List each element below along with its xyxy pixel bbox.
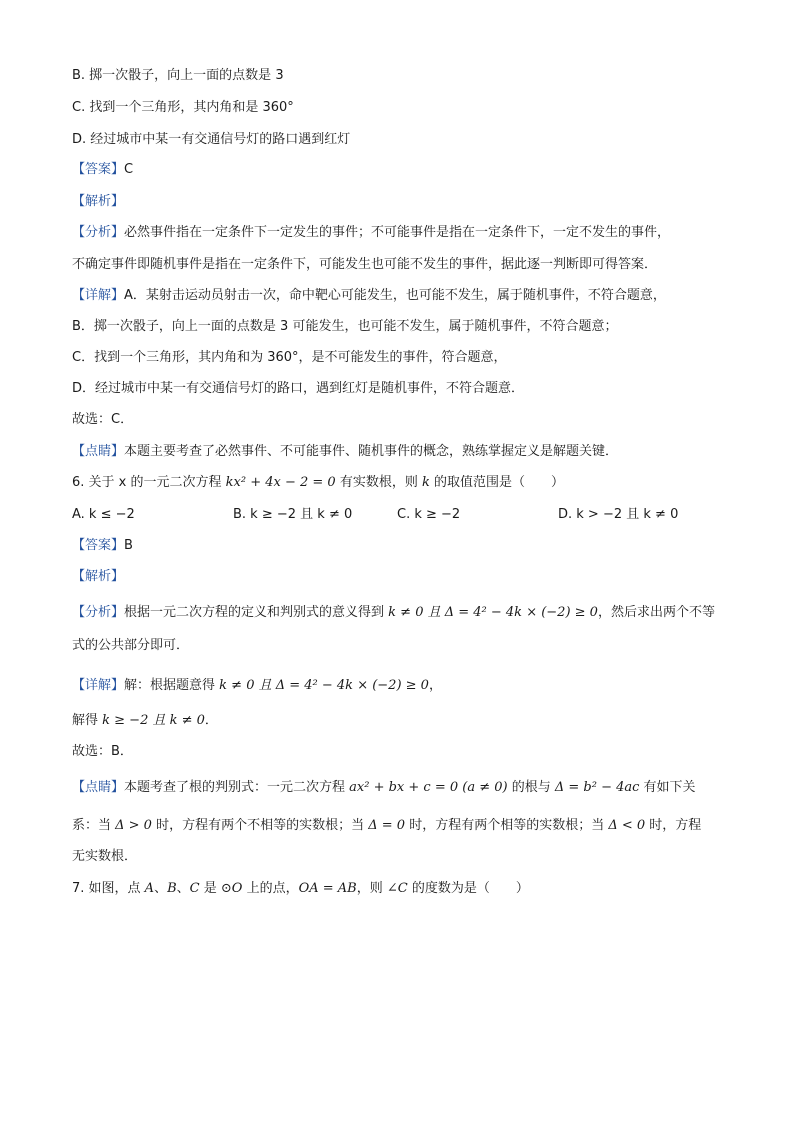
xiangjie-text-b: ， <box>428 678 442 693</box>
dianjing-tag: 【点睛】 <box>72 780 125 795</box>
q5-xiangjie-line-3: C．找到一个三角形，其内角和为 360°，是不可能发生的事件，符合题意， <box>72 350 507 365</box>
q5-xiangjie-line-4: D．经过城市中某一有交通信号灯的路口，遇到红灯是随机事件，不符合题意． <box>72 381 525 396</box>
xiangjie-math: k ≠ 0 且 Δ = 4² − 4k × (−2) ≥ 0 <box>219 678 429 693</box>
q5-option-c: C. 找到一个三角形，其内角和是 360° <box>72 100 294 115</box>
q7-angle-c: ∠C <box>386 881 408 896</box>
q6-option-b: B. k ≥ −2 且 k ≠ 0 <box>233 507 353 522</box>
q5-fenxi-line-1 <box>72 224 670 242</box>
q6-stem-text-c: 的取值范围是（ ） <box>429 475 564 490</box>
q6-choose: 故选：B． <box>72 744 133 759</box>
q6-fenxi-line-2: 式的公共部分即可． <box>72 638 190 653</box>
q7-sep-1: 、 <box>154 881 168 896</box>
q7-circle-o: ⊙O <box>220 881 243 896</box>
q7-point-b: B <box>167 881 177 896</box>
dianjing-math-1: ax² + bx + c = 0 (a ≠ 0) <box>349 780 508 795</box>
q7-point-c: C <box>189 881 200 896</box>
q6-stem <box>72 474 564 492</box>
xiangjie-text-a: 解：根据题意得 <box>124 678 220 693</box>
q6-dianjing-line-3: 无实数根． <box>72 849 138 864</box>
q6-analysis-heading <box>72 568 124 586</box>
q6-stem-text-a: 6. 关于 x 的一元二次方程 <box>72 475 226 490</box>
answer-value: C <box>124 162 134 177</box>
q6-fenxi-line-1 <box>72 604 715 622</box>
xiangjie2-math: k ≥ −2 且 k ≠ 0 <box>102 713 205 728</box>
q7-text-d: ，则 <box>356 881 387 896</box>
q6-dianjing-line-2 <box>72 817 701 835</box>
q6-answer <box>72 537 133 555</box>
q7-condition: OA = AB <box>298 881 357 896</box>
q6-equation: kx² + 4x − 2 = 0 <box>225 475 336 490</box>
xiangjie2-text-b: ． <box>204 713 218 728</box>
xiangjie-text: A．某射击运动员射击一次，命中靶心可能发生，也可能不发生，属于随机事件，不符合题意， <box>124 288 666 303</box>
fenxi-text-a: 根据一元二次方程的定义和判别式的意义得到 <box>124 605 389 620</box>
q7-sep-2: 、 <box>176 881 190 896</box>
q5-answer <box>72 161 133 179</box>
q7-text-a: 7. 如图，点 <box>72 881 145 896</box>
q5-xiangjie-line-2: B．掷一次骰子，向上一面的点数是 3 可能发生，也可能不发生，属于随机事件，不符合题意； <box>72 319 618 334</box>
xiangjie2-text-a: 解得 <box>72 713 103 728</box>
q6-option-d: D. k > −2 且 k ≠ 0 <box>558 507 679 522</box>
dianjing2-math-1: Δ > 0 <box>115 818 152 833</box>
q7-text-c: 上的点， <box>242 881 299 896</box>
fenxi-math: k ≠ 0 且 Δ = 4² − 4k × (−2) ≥ 0 <box>388 605 598 620</box>
q5-option-b: B. 掷一次骰子，向上一面的点数是 3 <box>72 68 284 83</box>
q5-xiangjie-line-1 <box>72 287 666 305</box>
dianjing-text: 本题主要考查了必然事件、不可能事件、随机事件的概念，熟练掌握定义是解题关键． <box>124 444 619 459</box>
q6-stem-text-b: 有实数根，则 <box>335 475 422 490</box>
q5-fenxi-line-2: 不确定事件即随机事件是指在一定条件下，可能发生也可能不发生的事件，据此逐一判断即可得答案． <box>72 257 658 272</box>
dianjing2-text-b: 时，方程有两个不相等的实数根；当 <box>151 818 369 833</box>
xiangjie-tag: 【详解】 <box>72 288 125 303</box>
q6-option-c: C. k ≥ −2 <box>397 507 461 522</box>
dianjing2-text-d: 时，方程 <box>645 818 702 833</box>
q6-option-a: A. k ≤ −2 <box>72 507 135 522</box>
dianjing-text-c: 有如下关 <box>639 780 696 795</box>
analysis-tag: 【解析】 <box>72 194 125 209</box>
xiangjie-tag: 【详解】 <box>72 678 125 693</box>
dianjing2-text-a: 系：当 <box>72 818 116 833</box>
dianjing-tag: 【点睛】 <box>72 444 125 459</box>
q5-choose: 故选：C． <box>72 412 134 427</box>
fenxi-tag: 【分析】 <box>72 225 125 240</box>
q6-xiangjie-line-2 <box>72 712 218 730</box>
q6-xiangjie-line-1 <box>72 677 442 695</box>
q5-option-d: D. 经过城市中某一有交通信号灯的路口遇到红灯 <box>72 132 351 147</box>
q7-text-b: 是 <box>199 881 221 896</box>
q5-dianjing <box>72 443 618 461</box>
fenxi-text: 必然事件指在一定条件下一定发生的事件；不可能事件是指在一定条件下，一定不发生的事件， <box>124 225 671 240</box>
fenxi-tag: 【分析】 <box>72 605 125 620</box>
dianjing-math-2: Δ = b² − 4ac <box>554 780 640 795</box>
q6-variable-k: k <box>421 475 430 490</box>
fenxi-text-b: ，然后求出两个不等 <box>597 605 715 620</box>
q7-point-a: A <box>144 881 155 896</box>
dianjing2-math-3: Δ < 0 <box>608 818 646 833</box>
answer-value: B <box>124 538 133 553</box>
dianjing2-text-c: 时，方程有两个相等的实数根；当 <box>405 818 609 833</box>
dianjing2-math-2: Δ = 0 <box>368 818 406 833</box>
answer-tag: 【答案】 <box>72 162 125 177</box>
answer-tag: 【答案】 <box>72 538 125 553</box>
q6-dianjing-line-1 <box>72 779 696 797</box>
q7-text-e: 的度数为是（ ） <box>407 881 529 896</box>
q5-analysis-heading <box>72 193 124 211</box>
dianjing-text-a: 本题考查了根的判别式：一元二次方程 <box>124 780 350 795</box>
dianjing-text-b: 的根与 <box>507 780 555 795</box>
q7-stem <box>72 880 529 898</box>
analysis-tag: 【解析】 <box>72 569 125 584</box>
